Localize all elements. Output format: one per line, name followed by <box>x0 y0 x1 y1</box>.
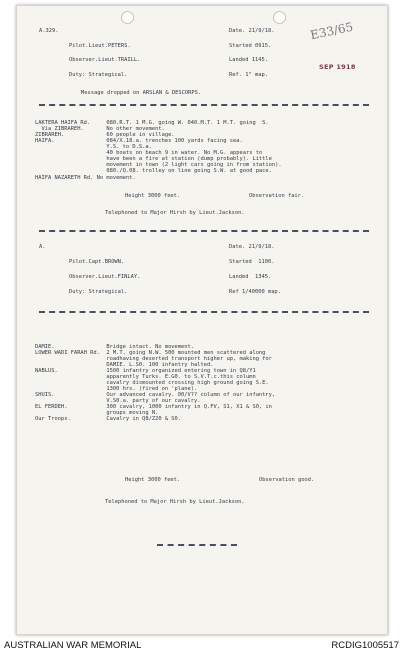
report-line: 080./Q.08. trolley on line going S.W. at good pace. <box>35 168 272 174</box>
report-line: apparently Turks. E.G0. to S.V.T.c.this column <box>35 374 256 380</box>
report-line: have been a fire at station (dump probably). Little <box>35 156 272 162</box>
report-line: HAIFA NAZARETH Rd. No movement. <box>35 175 136 181</box>
report-line: HAIFA. 084/X.18.a. trenches 100 yards facing sea. <box>35 138 243 144</box>
report-line: LAKTERA HAIFA Rd. 080.R.T. 1 M.G. going W. 040.M.T. 1 M.T. going S. <box>35 120 269 126</box>
divider <box>39 230 369 232</box>
height-field: Height 3000 feet. <box>125 477 181 483</box>
punch-hole-left <box>121 11 134 24</box>
footer-record-id: RCDIG1005517 <box>331 640 399 651</box>
duty-field: Duty: Strategical. <box>69 72 128 78</box>
pencil-annotation: E33/65 <box>309 19 355 43</box>
landed-field: Landed 1145. <box>229 57 268 63</box>
report-line: movement in town (2 light cars going in from station). <box>35 162 282 168</box>
report-line: cavalry dismounted crossing high ground going S.E. <box>35 380 269 386</box>
duty-field: Duty: Strategical. <box>69 289 128 295</box>
pilot-field: Pilot.Lieut.PETERS. <box>69 43 131 49</box>
report-id: A.329. <box>39 28 59 34</box>
report-id: A. <box>39 244 46 250</box>
end-divider <box>157 544 237 546</box>
date-stamp: SEP 1918 <box>319 63 356 71</box>
report-line: NABLUS. 1500 infantry organized entering town in Q8/Y1 <box>35 368 256 374</box>
ref-field: Ref. 1" map. <box>229 72 268 78</box>
report-line: V.S0.a. party of our cavalry. <box>35 398 201 404</box>
telephoned-line: Telephoned to Major Hirsh by Lieut.Jackson. <box>105 210 245 216</box>
pilot-field: Pilot.Capt.BROWN. <box>69 259 125 265</box>
report-line: 40 boats on beach 9 in water. No M.G. appears to <box>35 150 263 156</box>
report-line: EL FERDEH. 300 cavalry, 1000 infantry in Q.FV, S1, X1 & S0, in <box>35 404 272 410</box>
report-line: SHUIS. Our advanced cavalry. 00/V?? column of our infantry, <box>35 392 276 398</box>
observer-field: Observer.Lieut.TRAILL. <box>69 57 141 63</box>
observer-field: Observer.Lieut.FINLAY. <box>69 274 141 280</box>
report-line: groups moving N. <box>35 410 159 416</box>
started-field: Started 0915. <box>229 43 272 49</box>
telephoned-line: Telephoned to Major Hirsh by Lieut.Jackson. <box>105 499 245 505</box>
height-field: Height 3000 feet. <box>125 193 181 199</box>
divider <box>39 311 369 313</box>
observation-field: Observation good. <box>259 477 315 483</box>
document-page <box>16 5 388 635</box>
report-line: Y.S. to D.S.a. <box>35 144 152 150</box>
observation-field: Observation fair. <box>249 193 305 199</box>
report-line: 1300 hrs. (fired on 'plane). <box>35 386 198 392</box>
report-line: roadhaving deserted transport higher up, making for <box>35 356 272 362</box>
message-line: Message dropped on ARSLAN & DESCORPS. <box>81 90 202 96</box>
divider <box>39 104 369 106</box>
report-line: DAMIE. Bridge intact. No movement. <box>35 344 195 350</box>
report-line: Via ZIBRAREH. No other movement. <box>35 126 165 132</box>
started-field: Started 1100. <box>229 259 275 265</box>
footer-institution: AUSTRALIAN WAR MEMORIAL <box>4 640 142 651</box>
ref-field: Ref 1/40000 map. <box>229 289 281 295</box>
punch-hole-right <box>273 11 286 24</box>
report-line: LOWER WADI FARAH Rd. 2 M.T. going N.W. 500 mounted men scattered along <box>35 350 266 356</box>
report-line: ZIBRAREH. 60 people in village. <box>35 132 175 138</box>
report-line: DAMIE. L.S0. 100 infantry halted. <box>35 362 214 368</box>
report-line: Our Troops. Cavalry in Q8/Z20 & S0. <box>35 416 182 422</box>
date-field: Date. 21/9/18. <box>229 244 275 250</box>
landed-field: Landed 1345. <box>229 274 272 280</box>
date-field: Date. 21/9/18. <box>229 28 275 34</box>
